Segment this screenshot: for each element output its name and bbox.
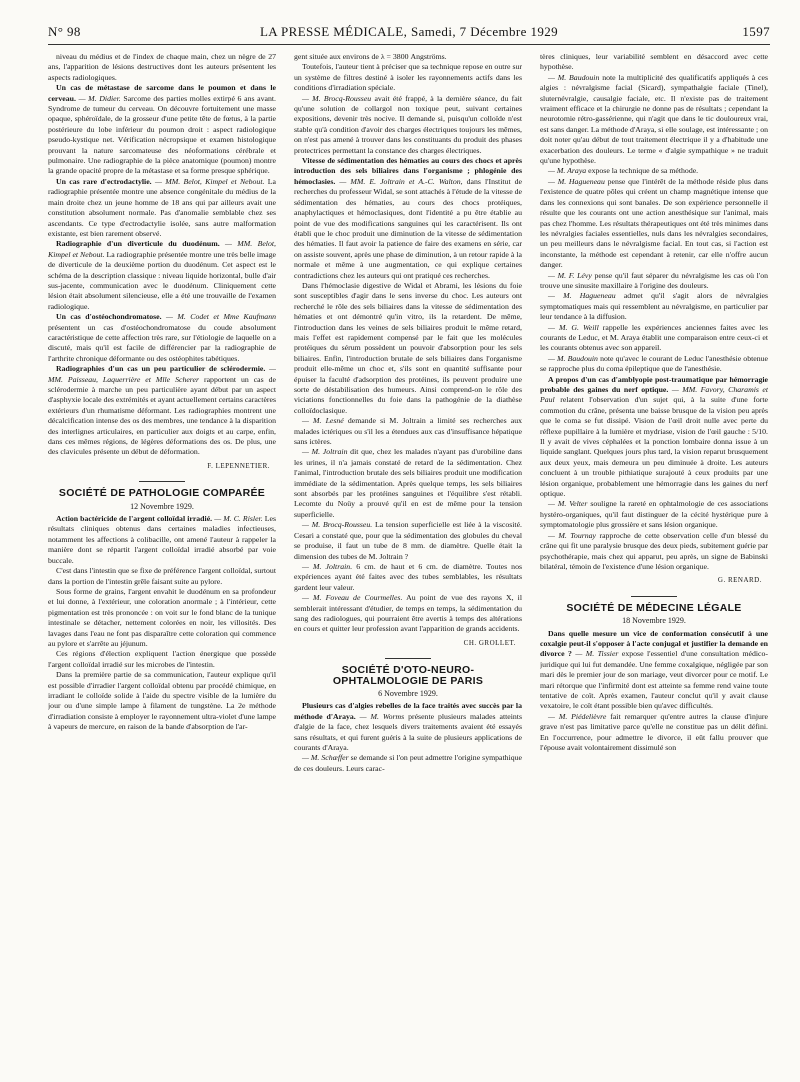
paragraph	[540, 52, 768, 73]
speaker-name: — M. Joltrain.	[302, 561, 353, 571]
paragraph	[48, 83, 276, 177]
paragraph	[48, 239, 276, 312]
paragraph-text: note qu'avec le courant de Leduc l'anesthésie obtenue se rapproche plus du coma épileptique que de l'anesthésie.	[540, 353, 768, 374]
paragraph-text: avait été frappé, à la dernière séance, du fait qu'une solution de collargol non toxique peut, suivant certaines expositions, devenir très nocive. Il demande si, puisqu'un colloïde n'est stable qu'à condition d'avoir des charges électriques toujours les mêmes, on n'est pas amené à trouver dans les constituants du produit des phases protectrices permettant la constance des charges électriques.	[294, 93, 522, 155]
paragraph-text: rappelle les expériences anciennes faites avec les courants de Leduc, et M. Araya établit une comparaison entre ceux-ci et les courants obtenus avec son appareil.	[540, 322, 768, 353]
paragraph-text: relatent l'observation d'un sujet qui, à la suite d'une forte commotion du crâne, présenta une baisse brusque de la vision peu après que le coma se fut dissipé. Vision de l'œil droit nulle avec perte du réflexe pupillaire à la lumière et mydriase, vision de l'œil gauche : 5/10. Il y avait de vives céphalées et la ponction lombaire donna issue à un liquide sanglant. Quelques jours plus tard, la vision reparut brusquement aux deux yeux, mais demeura un peu diminuée à droite. Les auteurs concluent à un trouble pithiatique surajouté à ceux produits par une lésion organique, probablement une hémorragie dans les gaines du nerf optique.	[540, 395, 768, 499]
paper-title: Radiographie d'un diverticule du duodénum.	[56, 239, 220, 249]
paragraph-text: Toutefois, l'auteur tient à préciser que sa technique repose en outre sur un système de filtres destiné à isoler les rayonnements actifs dans les conditions d'irradiation spéciale.	[294, 62, 522, 93]
paragraph	[294, 94, 522, 156]
paragraph-text: La tension superficielle est liée à la viscosité. Cesari a constaté que, pour que la sédimentation des globules du cheval se produise, il faut un tube de 8 mm. de diamètre. Quelle était la dimension des tubes de M. Joltrain ?	[294, 520, 522, 561]
society-name: SOCIÉTÉ D'OTO-NEURO-OPHTALMOLOGIE DE PARIS	[332, 664, 484, 687]
column-left	[48, 52, 276, 1072]
paragraph-text: gent située aux environs de λ = 3800 Angströms.	[294, 52, 447, 61]
paragraph-text: souligne la rareté en ophtalmologie de ces associations hystéro-organiques, qu'il faut distinguer de la cécité hystérique pure à symptomatologie plus grossière et sans lésion organique.	[540, 499, 768, 530]
page-number: 1597	[742, 24, 770, 39]
society-section-heading	[294, 658, 522, 699]
speaker-name: — M. Codet et Mme Kaufmann	[166, 312, 276, 322]
paragraph	[540, 354, 768, 375]
paragraph	[540, 291, 768, 322]
speaker-name: — M. Tournay	[548, 530, 597, 540]
paragraph	[540, 166, 768, 176]
paragraph	[48, 514, 276, 566]
paragraph-text: Sous forme de grains, l'argent envahit le duodénum en sa profondeur et lui donne, à l'extérieur, une coloration anormale ; à l'intérieur, cette pigmentation est très prononcée : on voit sur le fond blanc de la tunique intestinale se détacher, nettement colorées en noir, les villosités. Des lavages dans l'eau ne font pas disparaître cette coloration qui commence au pylore et s'arrête au jéjunum.	[48, 586, 276, 648]
paragraph-text: dit que, chez les malades n'ayant pas d'urobiline dans les urines, il n'a jamais constaté de retard de la sédimentation. Chez l'animal, l'introduction brutale des sels biliaires produit une modification immédiate de la sédimentation. Après quelque temps, les sels biliaires sont absorbés par les protéines sanguines et l'équilibre s'est rétabli. Lecomte du Noüy a prouvé qu'il en est de même pour la tension superficielle.	[294, 447, 522, 519]
paragraph	[48, 670, 276, 732]
journal-title: LA PRESSE MÉDICALE, Samedi, 7 Décembre 1929	[259, 24, 559, 39]
issue-number: N° 98	[48, 24, 81, 39]
paragraph-text: admet qu'il s'agit alors de névralgies symptomatiques mais qui ressemblent au névralgisme, en particulier par leur tendance à la diffusion.	[540, 291, 768, 322]
paragraph	[48, 364, 276, 458]
session-date: 6 Novembre 1929.	[378, 688, 438, 698]
column-middle	[294, 52, 522, 1072]
column-right	[540, 52, 768, 1072]
session-date: 12 Novembre 1929.	[130, 501, 194, 511]
speaker-name: — MM. Belot, Kimpel et Nebout.	[48, 239, 276, 259]
paragraph-text: expose la technique de sa méthode.	[586, 166, 699, 176]
paragraph	[48, 52, 276, 83]
speaker-name: — MM. Belot, Kimpel et Nebout.	[154, 176, 265, 186]
paper-title: Un cas de métastase de sarcome dans le poumon et dans le cerveau.	[48, 83, 276, 103]
speaker-name: — M. Schæffer	[302, 753, 349, 763]
paragraph-text: La radiographie présentée montre une très belle image de diverticule de la deuxième portion du duodénum. Cet aspect est le schéma de la description classique : niveau liquide horizontal, bulle d'air sus-jacente, communication avec le duodénum. Cliniquement cette lésion était absolument silencieuse, elle a été une trouvaille de l'examen radiologique.	[48, 249, 276, 311]
paragraph	[540, 271, 768, 292]
paragraph-text: Ces régions d'élection expliquent l'action énergique que possède l'argent colloïdal irradié sur les microbes de l'intestin.	[48, 649, 276, 669]
paragraph	[540, 629, 768, 712]
paragraph-text: expose l'essentiel d'une consultation médico-juridique qui lui fut demandée. Une femme coxalgique, négligée par son mari dès le premier jour de son mariage, veut divorcer pour ce motif. Le mari rétorque que l'infirmité dont est atteinte sa femme rend vaine toute tentative de coït. Après examen, l'auteur conclut qu'il y avait clause vexatoire, le coït étant possible bien qu'avec difficultés.	[540, 649, 768, 711]
paragraph-text: La radiographie présentée montre une absence congénitale du médius de la main droite chez un jeune homme de 18 ans qui par ailleurs avait une constitution absolument normale. Pas d'anomalie semblable chez ses ascendants. Ce type d'ectrodactylie isolée, sans autre malformation existante, est bien rarement observé.	[48, 176, 276, 238]
report-signature: F. LEPENNETIER.	[207, 461, 270, 470]
paragraph	[294, 701, 522, 753]
paragraph	[48, 566, 276, 587]
paragraph	[48, 177, 276, 239]
paragraph	[294, 281, 522, 416]
society-section-heading	[540, 596, 768, 627]
paragraph	[540, 712, 768, 754]
paragraph-text: Dans l'hémoclasie digestive de Widal et Abrami, les lésions du foie sont susceptibles d'agir dans le sens inverse du choc. Les auteurs ont recherché le rôle des sels biliaires dans la vitesse de sédimentation des hématies et ont démontré qu'in vitro, ils la retardent. De même, l'introduction dans les veines de sels biliaires produit le même retard, mais l'effet est rapidement compensé par le fait que les molécules protéiques du sérum possèdent un pouvoir d'absorption pour les sels biliaires. Enfin, l'introduction brutale de sels biliaires dans l'organisme produit elle-même un choc et, s'ils sont en quantité suffisante pour épuiser la faculté d'adsorption des protéines, ils peuvent produire une sorte de déstabilisation des humeurs. Ainsi comprend-on le rôle des viciations fonctionnelles du foie dans la pathogénie de la diathèse colloïdoclasique.	[294, 280, 522, 415]
paragraph-text: demande si M. Joltrain a limité ses recherches aux malades ictériques ou s'il les a étendues aux cas d'insuffisance hépatique sans ictères.	[294, 416, 522, 447]
speaker-name: — MM. Favory, Charamis et Paul	[540, 385, 768, 405]
paragraph-text: pense qu'il faut séparer du névralgisme les cas où l'on trouve une sinusite maxillaire à l'origine des douleurs.	[540, 270, 768, 290]
paragraph-text: fait remarquer qu'entre autres la clause d'injure grave n'est pas limitative parce qu'elle ne constitue pas un délit défini. En l'occurrence, pour admettre le divorce, il eût fallu prouver que l'épouse avait volontairement dissimulé son	[540, 711, 768, 752]
paragraph	[294, 520, 522, 562]
paper-title: Un cas rare d'ectrodactylie.	[56, 176, 152, 186]
paragraph-text: note la multiplicité des qualificatifs appliqués à ces algies : névralgisme facial (Sicard), sympathalgie faciale (Tinel), sluternévralgie, causalgie faciale, etc. Il n'existe pas de traitement vraiment efficace et la chirurgie ne donne pas de résultats ; cependant la neurotomie rétro-gassérienne, qui n'agit que dans le tic douloureux vrai, est sans danger. La méthode d'Araya, si elle soulage, est intéressante ; on doit noter qu'au début de tout traitement électrique il y a d'habitude une exacerbation des douleurs. Le terme « d'algie sympathique » ne traduit qu'une hypothèse.	[540, 72, 768, 166]
speaker-name: — M. Tissier	[575, 649, 619, 659]
paragraph	[540, 323, 768, 354]
section-divider	[631, 596, 677, 597]
speaker-name: — M. G. Weill	[548, 322, 599, 332]
paragraph	[294, 753, 522, 774]
society-name: SOCIÉTÉ DE PATHOLOGIE COMPARÉE	[58, 487, 266, 500]
section-divider	[385, 658, 431, 659]
paper-title: Plusieurs cas d'algies rebelles de la face traités avec succès par la méthode d'Araya.	[294, 701, 522, 721]
paragraph-text: rapportent un cas de sclérodermie à marche un peu particulière ayant début par un aspect d'asphyxie locale des extrémités et ayant actuellement certains caractères extérieurs d'un rhumatisme déformant. Les radiographies montrent une décalcification intense des os des membres, une tendance à la disparition des interlignes articulaires, en particulier aux doigts et au carpe, enfin, dans ces mêmes régions, de légères déformations des os. De plus, une des clavicules présente un début de déformation.	[48, 374, 276, 457]
paragraph	[540, 531, 768, 573]
paragraph	[294, 156, 522, 281]
paragraph-text: tères cliniques, leur variabilité semblent en désaccord avec cette hypothèse.	[540, 52, 768, 72]
header-rule	[48, 44, 770, 45]
paragraph	[540, 499, 768, 530]
speaker-name: — M. Baudouin	[548, 72, 600, 82]
paragraph-text: 6 cm. de haut et 6 cm. de diamètre. Toutes nos expériences ayant été faites avec des tubes semblables, les résultats gardent leur valeur.	[294, 561, 522, 592]
speaker-name: — M. Joltrain	[302, 447, 348, 457]
paragraph-text: niveau du médius et de l'index de chaque main, chez un nègre de 27 ans, l'apparition de lésions destructives dont les auteurs présentent les aspects radiologiques.	[48, 52, 276, 82]
paragraph-text: pense que l'intérêt de la méthode réside plus dans l'existence de quatre pôles qui créent un champ magnétique intense que dans les connexions qui sont banales. De son expérience personnelle il résulte que les courants ont une action anesthésique sur l'animal, mais pas chez l'homme. Les résultats thérapeutiques ont été très minimes dans les névralgies faciales essentielles, nuls dans les névralgies secondaires, un peu meilleurs dans le névralgisme facial. En tout cas, si l'action est inconstante, la méthode est cependant à retenir, car elle n'offre aucun danger.	[540, 176, 768, 270]
section-divider	[139, 481, 185, 482]
speaker-name: — MM. Paisseau, Laquerrière et Mlle Scherer	[48, 364, 276, 384]
paper-title: Un cas d'ostéochondromatose.	[56, 312, 162, 322]
speaker-name: — MM. E. Joltrain et A.-C. Walton,	[339, 176, 463, 186]
speaker-name: — M. Baudouin	[548, 353, 598, 363]
speaker-name: — M. Worms	[359, 711, 405, 721]
paragraph-text: Sarcome des parties molles extirpé 6 ans avant. Syndrome de tumeur du cerveau. On découvre fortuitement une masse opaque, sphéroïdale, de la grosseur d'une petite tête de fœtus, à la partie postérieure du lobe inférieur du poumon droit : aspect radiologique pseudo-kystique net. Vérification nécropsique et examen histologique prouvant la nature sarcomateuse des néoformations cérébrale et pulmonaire. Une radiographie de la pièce anatomique (poumon) montre la grande opacité propre de la métastase et sa forme presque sphérique.	[48, 93, 276, 176]
paragraph-text: Au point de vue des rayons X, il semblerait intéressant d'étudier, de temps en temps, la sédimentation du sang des radiologues, qui pourraient être avertis à temps des altérations en cours et quitter leur profession avant l'apparition de grands accidents.	[294, 593, 522, 634]
speaker-name: — M. Piédelièvre	[548, 711, 607, 721]
speaker-name: — M. F. Lévy	[548, 270, 592, 280]
speaker-name: — M. Araya	[548, 166, 587, 176]
paragraph-text: C'est dans l'intestin que se fixe de préférence l'argent colloïdal, surtout dans la portion de l'intestin grêle faisant suite au pylore.	[48, 566, 276, 586]
paper-title: Radiographies d'un cas un peu particulier de sclérodermie.	[56, 364, 266, 374]
paragraph	[540, 375, 768, 500]
paper-title: Dans quelle mesure un vice de conformation consécutif à une coxalgie peut-il s'opposer à l'acte conjugal et justifier la demande en divorce ?	[540, 628, 768, 659]
paragraph	[294, 562, 522, 593]
paragraph	[540, 73, 768, 167]
speaker-name: — M. Lesné	[302, 416, 344, 426]
paragraph	[540, 177, 768, 271]
paragraph	[294, 52, 522, 62]
speaker-name: — M. Foveau de Courmelles.	[302, 593, 403, 603]
paragraph-text: présentent un cas d'ostéochondromatose du coude absolument caractéristique de cette affection très rare, sur l'étiologie de laquelle on a discuté, mais qu'il est facile de différencier par la radiographie de l'arthrite chronique déformante ou des ostéophites tabétiques.	[48, 322, 276, 363]
society-name: SOCIÉTÉ DE MÉDECINE LÉGALE	[566, 601, 742, 614]
report-signature: CH. GROLLET.	[463, 638, 516, 647]
paper-title: Vitesse de sédimentation des hématies au cours des chocs et après introduction des sels biliaires dans l'organisme ; phlogénie des hémoclasies.	[294, 156, 522, 186]
paragraph-text: rapproche de cette observation celle d'un blessé du crâne qui fit une paralysie brusque des deux pieds, subitement guérie par psychothérapie, mais chez qui apparut, peu après, un signe de Babinski bilatéral, témoin de l'existence d'une lésion organique.	[540, 530, 768, 571]
paragraph	[294, 416, 522, 447]
paragraph	[294, 447, 522, 520]
paragraph-text: dans l'Institut de recherches du professeur Widal, se sont attachés à l'étude de la vitesse de sédimentation des hématies, au cours des chocs protéiques, anaphylactiques et hémoclasiques, dont l'identité a pu être établie au point de vue des modifications sanguines qui les caractérisent. Ils ont établi que le choc produit une diminution de la vitesse de sédimentation des hématies. Il faut avoir la patience de faire des examens en série, car on assiste souvent, après une phase de diminution, à un retour rapide à la normale et même à une augmentation, ce qui explique certaines contradictions chez les auteurs qui ont pratiqué ces recherches.	[294, 176, 522, 280]
speaker-name: — M. Didier.	[78, 93, 121, 103]
paragraph	[48, 587, 276, 649]
paragraph-text: présente plusieurs malades atteints d'algie de la face, chez lesquels divers traitements avaient été essayés sans résultats, et qui furent guéris à la suite de plusieurs applications de courants d'Araya.	[294, 711, 522, 752]
speaker-name: — M. Brocq-Rousseu.	[302, 520, 373, 530]
society-section-heading	[48, 481, 276, 512]
paragraph	[294, 62, 522, 93]
page-header	[48, 24, 770, 40]
speaker-name: — M. C. Risler.	[214, 514, 263, 524]
speaker-name: — M. Hagueneau	[548, 291, 616, 301]
paragraph-text: Dans la première partie de sa communication, l'auteur explique qu'il est possible d'irradier l'argent colloïdal obtenu par procédé chimique, en irradiant le colloïde solide à l'aide du spectre visible de la lumière du jour ou d'une simple lampe à filament de tungstène. La 2e méthode d'irradiation consiste à employer le rayonnement ultra-violet d'une lampe à vapeurs de mercure, en raison de la bande d'absorption de l'ar-	[48, 670, 276, 732]
paragraph-text: Les résultats cliniques obtenus dans certaines maladies infectieuses, notamment les affections à colibacille, ont amené l'auteur à rappeler la manière dont se répartit l'argent colloïdal irradié absorbé par voie buccale.	[48, 514, 276, 565]
session-date: 18 Novembre 1929.	[622, 616, 686, 626]
paragraph	[294, 593, 522, 635]
paragraph	[48, 649, 276, 670]
paragraph-text: se demande si l'on peut admettre l'origine sympathique de ces douleurs. Leurs carac-	[294, 753, 522, 773]
paragraph	[48, 312, 276, 364]
speaker-name: — M. Hagueneau	[548, 176, 605, 186]
report-signature: G. RENARD.	[717, 576, 762, 585]
paper-title: A propos d'un cas d'amblyopie post-traumatique par hémorragie probable des gaines du nerf optique.	[540, 374, 768, 394]
paper-title: Action bactéricide de l'argent colloïdal irradié.	[56, 514, 213, 524]
speaker-name: — M. Velter	[548, 499, 588, 509]
speaker-name: — M. Brocq-Rousseu	[302, 93, 372, 103]
